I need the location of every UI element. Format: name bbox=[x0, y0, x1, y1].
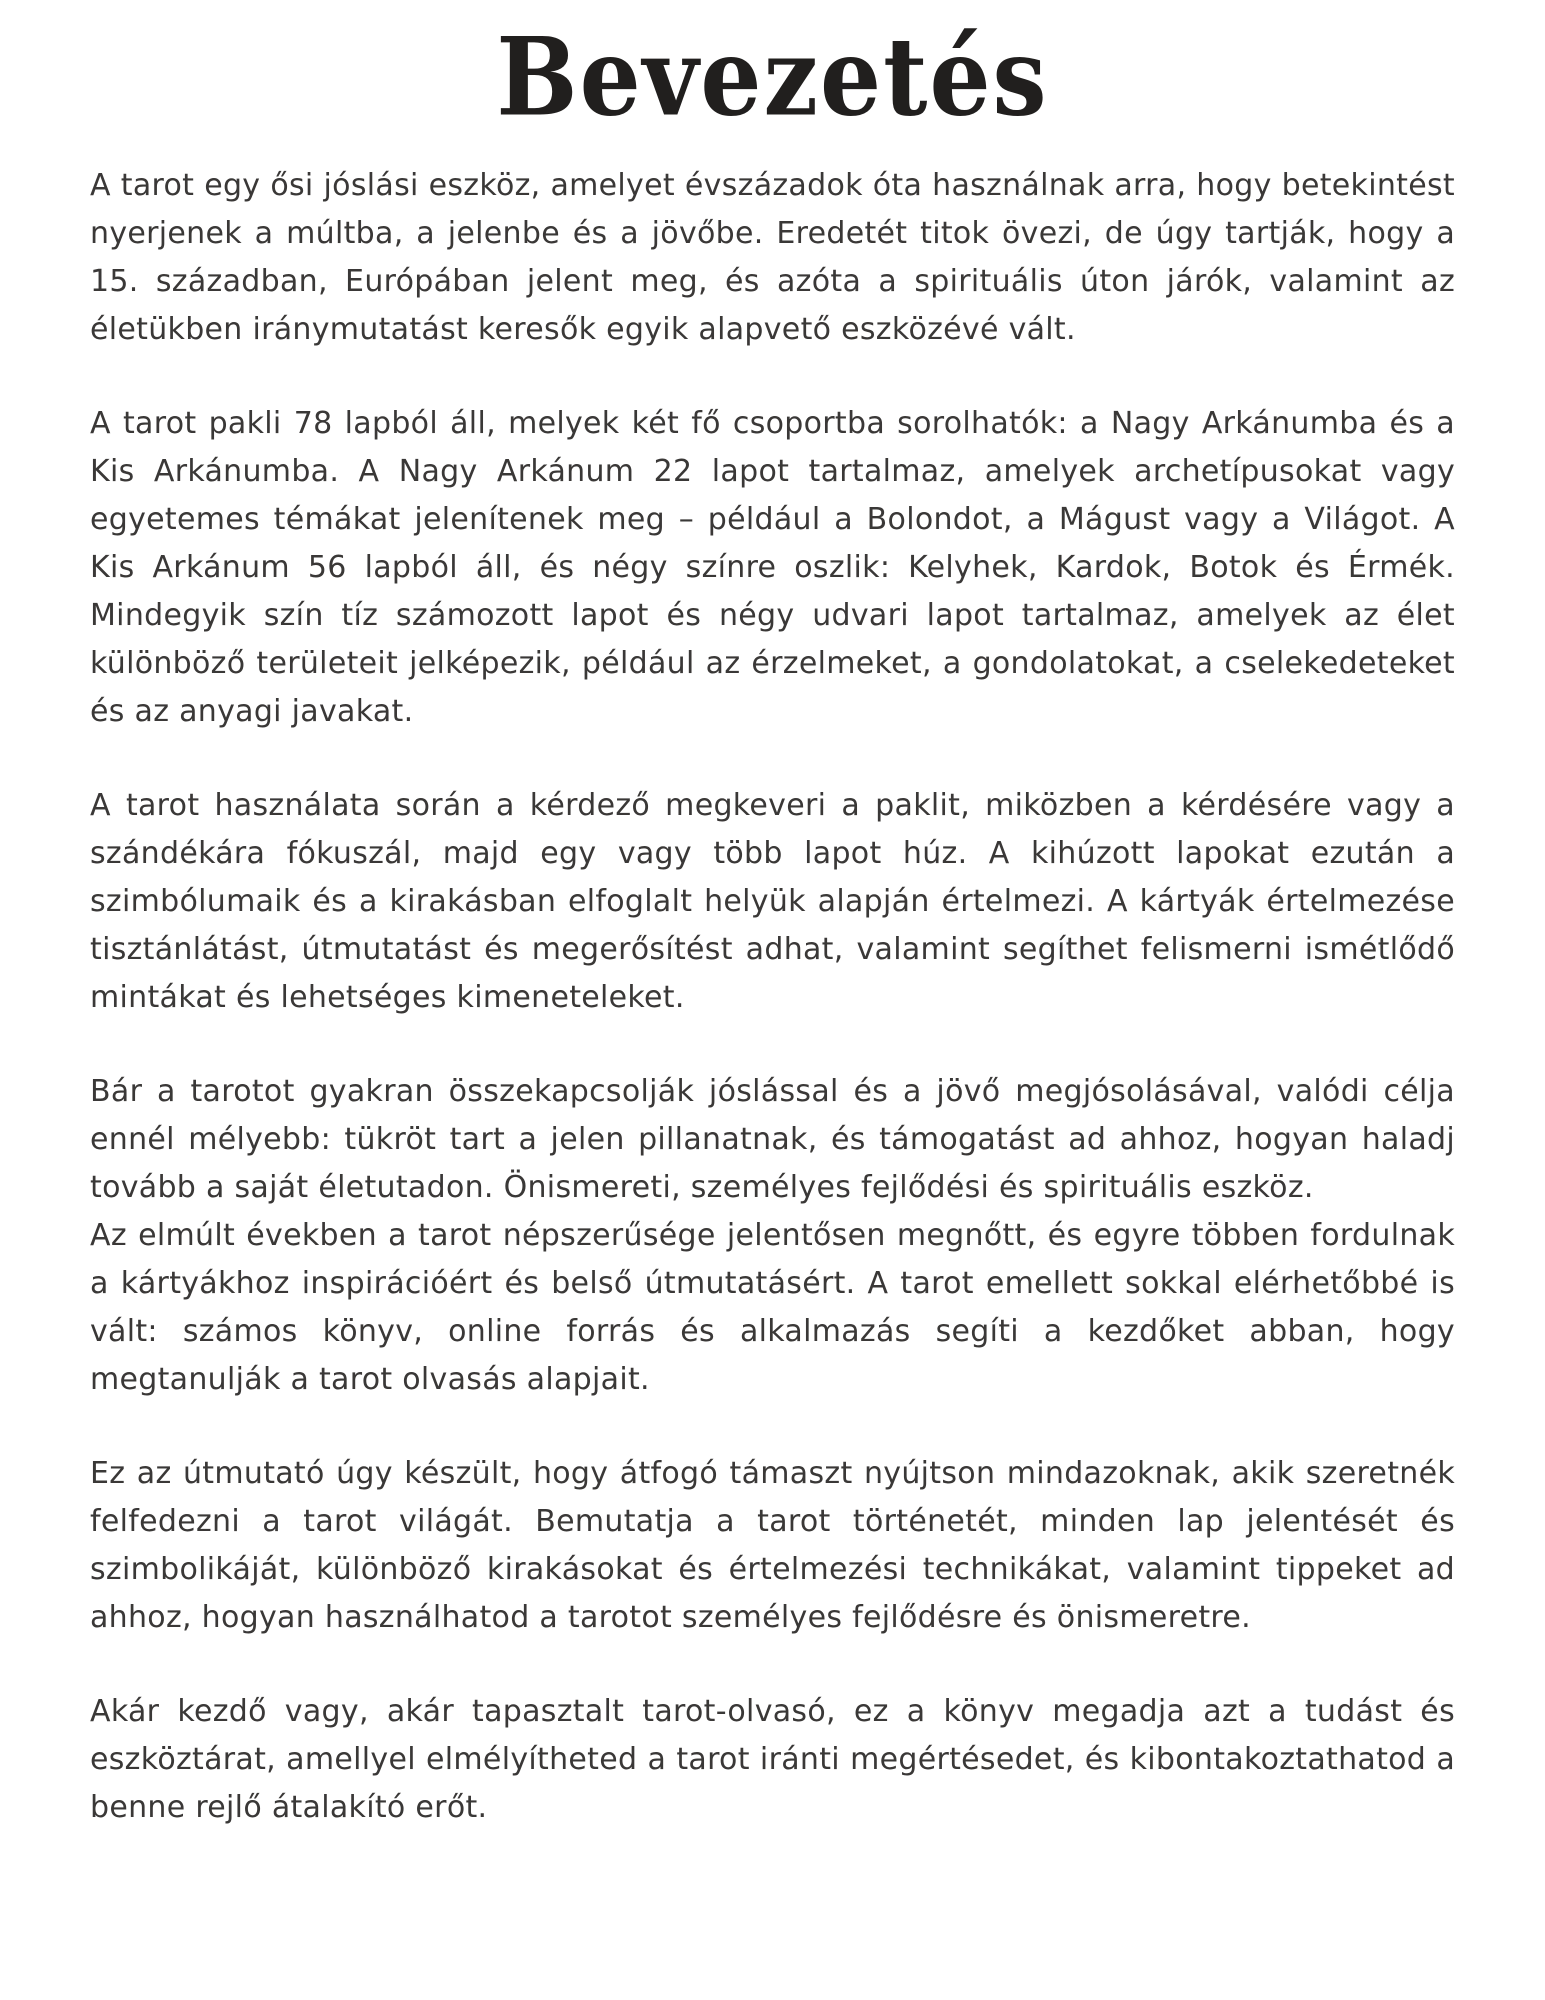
paragraph-purpose: Bár a tarotot gyakran összekapcsolják jóslással és a jövő megjósolásával, valódi célja ennél mélyebb: tükröt tart a jelen pillanatnak, és támogatást ad ahhoz, hogyan haladj tovább a saját életutadon. Önismereti, személyes fejlődési és spirituális eszköz. bbox=[90, 1073, 1455, 1205]
page-title: Bevezetés bbox=[496, 13, 1049, 141]
paragraph-deck-structure: A tarot pakli 78 lapból áll, melyek két fő csoportba sorolhatók: a Nagy Arkánumba és a Kis Arkánumba. A Nagy Arkánum 22 lapot tartalmaz, amelyek archetípusokat vagy egyetemes témákat jelenítenek meg – például a Bolondot, a Mágust vagy a Világot. A Kis Arkánum 56 lapból áll, és négy színre oszlik: Kelyhek, Kardok, Botok és Érmék. Mindegyik szín tíz számozott lapot és négy udvari lapot tartalmaz, amelyek az élet különböző területeit jelképezik, például az érzelmeket, a gondolatokat, a cselekedeteket és az anyagi javakat. bbox=[90, 405, 1455, 729]
paragraph-closing: Akár kezdő vagy, akár tapasztalt tarot-olvasó, ez a könyv megadja azt a tudást és eszköztárat, amellyel elmélyítheted a tarot iránti megértésedet, és kibontakoztathatod a benne rejlő átalakító erőt. bbox=[90, 1693, 1455, 1825]
paragraph-usage: A tarot használata során a kérdező megkeveri a paklit, miközben a kérdésére vagy a szándékára fókuszál, majd egy vagy több lapot húz. A kihúzott lapokat ezután a szimbólumaik és a kirakásban elfoglalt helyük alapján értelmezi. A kártyák értelmezése tisztánlátást, útmutatást és megerősítést adhat, valamint segíthet felismerni ismétlődő mintákat és lehetséges kimeneteleket. bbox=[90, 787, 1455, 1015]
body-text bbox=[90, 162, 1455, 1832]
paragraph-intro: A tarot egy ősi jóslási eszköz, amelyet évszázadok óta használnak arra, hogy betekintést nyerjenek a múltba, a jelenbe és a jövőbe. Eredetét titok övezi, de úgy tartják, hogy a 15. században, Európában jelent meg, és azóta a spirituális úton járók, valamint az életükben iránymutatást keresők egyik alapvető eszközévé vált. bbox=[90, 167, 1455, 347]
paragraph-popularity: Az elmúlt években a tarot népszerűsége jelentősen megnőtt, és egyre többen fordulnak a kártyákhoz inspirációért és belső útmutatásért. A tarot emellett sokkal elérhetőbbé is vált: számos könyv, online forrás és alkalmazás segíti a kezdőket abban, hogy megtanulják a tarot olvasás alapjait. bbox=[90, 1217, 1455, 1397]
paragraph-guide-goal: Ez az útmutató úgy készült, hogy átfogó támaszt nyújtson mindazoknak, akik szeretnék felfedezni a tarot világát. Bemutatja a tarot történetét, minden lap jelentését és szimbolikáját, különböző kirakásokat és értelmezési technikákat, valamint tippeket ad ahhoz, hogyan használhatod a tarotot személyes fejlődésre és önismeretre. bbox=[90, 1455, 1455, 1635]
